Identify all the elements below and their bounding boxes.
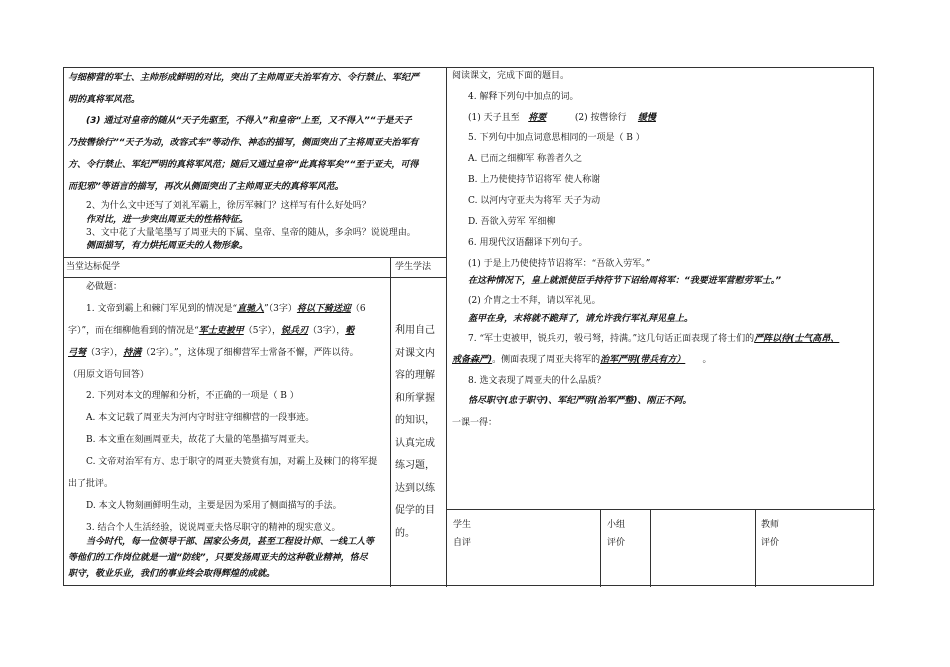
blank-answer: 持满 (123, 348, 142, 358)
question-4-items: (1) 天子且至 将要 (2) 按辔徐行 缓慢 (468, 113, 656, 123)
answer-3: 侧面描写，有力烘托周亚夫的人物形象。 (86, 241, 249, 251)
worksheet-page (63, 67, 874, 586)
exercise-1-note: （用原文语句回答） (68, 370, 150, 380)
section-title-divider (64, 277, 446, 278)
question-4: 4. 解释下列句中加点的词。 (468, 92, 579, 102)
reading-intro: 阅读课文，完成下面的题目。 (452, 71, 570, 81)
section-title: 当堂达标促学 (66, 262, 121, 272)
question-2: 2、为什么文中还写了刘礼军霸上，徐厉军棘门？这样写有什么好处吗？ (86, 201, 371, 211)
student-self-eval-label: 学生 自评 (453, 520, 472, 548)
analysis-line: 而犯邪”等语言的描写，再次从侧面突出了主帅周亚夫的真将军风范。 (68, 182, 344, 192)
analysis-line: 明的真将军风范。 (68, 95, 141, 105)
analysis-line: 与细柳营的军士、主帅形成鲜明的对比，突出了主帅周亚夫治军有方、令行禁止、军纪严 (68, 73, 420, 83)
harvest-label: 一课一得： (452, 418, 498, 428)
eval-row-divider (446, 509, 875, 510)
blank-answer: 严阵以待(士气高昂、 (754, 334, 840, 344)
blank-answer: 将以下骑送迎 (296, 304, 351, 314)
question-5-option-d: D. 吾欲入劳军 军细柳 (468, 217, 556, 227)
exercise-2-option-d: D. 本文人物刻画鲜明生动，主要是因为采用了侧面描写的手法。 (86, 501, 342, 511)
question-5-option-a: A. 已而之细柳军 称善者久之 (468, 154, 583, 164)
question-6-2: (2) 介胄之士不拜，请以军礼见。 (468, 296, 601, 306)
question-6-1-answer: 在这种情况下，皇上就派使臣手持符节下诏给周将军：“我要进军营慰劳军士。” (468, 276, 782, 286)
question-6: 6. 用现代汉语翻译下列句子。 (468, 238, 588, 248)
exercise-2-option-c-cont: 出了批评。 (68, 479, 114, 489)
exercise-3: 3. 结合个人生活经验，说说周亚夫恪尽职守的精神的现实意义。 (86, 523, 341, 533)
exercise-3-answer: 职守，敬业乐业，我们的事业终会取得辉煌的成就。 (68, 569, 276, 579)
eval-divider-2 (650, 509, 651, 587)
study-method-divider (390, 257, 391, 587)
teacher-eval-label: 教师 评价 (761, 520, 780, 548)
question-7-line2: 戒备森严)。侧面表现了周亚夫将军的治军严明(带兵有方） 。 (452, 355, 712, 365)
exercise-1-line3: 弓弩（3字），持满（2字）。”，这体现了细柳营军士常备不懈，严阵以待。 (68, 348, 359, 358)
analysis-line: 方、令行禁止、军纪严明的真将军风范；随后又通过皇帝“此真将军矣”“至于亚夫，可得 (68, 160, 419, 170)
question-8: 8. 选文表现了周亚夫的什么品质？ (468, 376, 606, 386)
section-divider (64, 257, 446, 258)
blank-answer: 缓慢 (637, 113, 656, 123)
analysis-line: 乃按辔徐行”“天子为动，改容式车”等动作、神态的描写，侧面突出了主将周亚夫治军有 (68, 138, 419, 148)
blank-answer: 戒备森严) (452, 355, 493, 365)
question-7-line1: 7. “军士吏被甲，锐兵刃，彀弓弩，持满。”这几句话正面表现了将士们的严阵以待(士气高昂、 (468, 334, 840, 344)
blank-answer: 军士吏被甲 (198, 326, 244, 336)
analysis-line: (3) 通过对皇帝的随从“天子先驱至，不得入”和皇帝“上至，又不得入”“于是天子 (86, 116, 412, 126)
blank-answer: 治军严明(带兵有方） (600, 355, 686, 365)
blank-answer: 弓弩 (68, 348, 87, 358)
exercise-2-option-b: B. 本文重在刻画周亚夫，故花了大量的笔墨描写周亚夫。 (86, 435, 315, 445)
group-eval-label: 小组 评价 (607, 520, 626, 548)
question-8-answer: 恪尽职守(忠于职守)、军纪严明(治军严整)、刚正不阿。 (468, 396, 692, 406)
exercise-1-line1: 1. 文帝到霸上和棘门军见到的情况是“直驰入”（3字）将以下骑送迎（6 (86, 304, 366, 314)
question-6-2-answer: 盔甲在身，末将就不跪拜了，请允许我行军礼拜见皇上。 (468, 314, 694, 324)
blank-answer: 将要 (528, 113, 547, 123)
exercise-3-answer: 等他们的工作岗位就是一道“防线”，只要发扬周亚夫的这种敬业精神，恪尽 (68, 553, 368, 563)
study-method-text: 利用自己对课文内容的理解和所掌握的知识，认真完成练习题，达到以练促学的目的。 (395, 325, 435, 539)
question-5: 5. 下列句中加点词意思相同的一项是（ B ） (468, 133, 645, 143)
exercise-2-option-a: A. 本文记载了周亚夫为河内守时驻守细柳营的一段事迹。 (86, 413, 315, 423)
question-3: 3、文中花了大量笔墨写了周亚夫的下属、皇帝、皇帝的随从，多余吗？说说理由。 (86, 228, 416, 238)
answer-2: 作对比，进一步突出周亚夫的性格特征。 (86, 215, 249, 225)
exercise-2-option-c: C. 文帝对治军有方、忠于职守的周亚夫赞赏有加，对霸上及棘门的将军提 (86, 457, 378, 467)
eval-divider-1 (600, 509, 601, 587)
exercise-2: 2. 下列对本文的理解和分析，不正确的一项是（ B ） (86, 391, 299, 401)
question-5-option-c: C. 以河内守亚夫为将军 天子为动 (468, 196, 601, 206)
blank-answer: 彀 (345, 326, 355, 336)
exercise-1-line2: 字）”，而在细柳他看到的情况是“军士吏被甲（5字），锐兵刃（3字），彀 (68, 326, 355, 336)
blank-answer: 锐兵刃 (280, 326, 308, 336)
exercise-3-answer: 当今时代，每一位领导干部、国家公务员，甚至工程设计师、一线工人等 (86, 537, 375, 547)
blank-answer: 直驰入 (237, 304, 265, 314)
question-5-option-b: B. 上乃使使持节诏将军 使人称谢 (468, 175, 601, 185)
study-method-title: 学生学法 (395, 262, 432, 272)
question-6-1: (1) 于是上乃使使持节诏将军：“吾欲入劳军。” (468, 259, 651, 269)
eval-divider-3 (755, 509, 756, 587)
required-label: 必做题： (86, 282, 123, 292)
